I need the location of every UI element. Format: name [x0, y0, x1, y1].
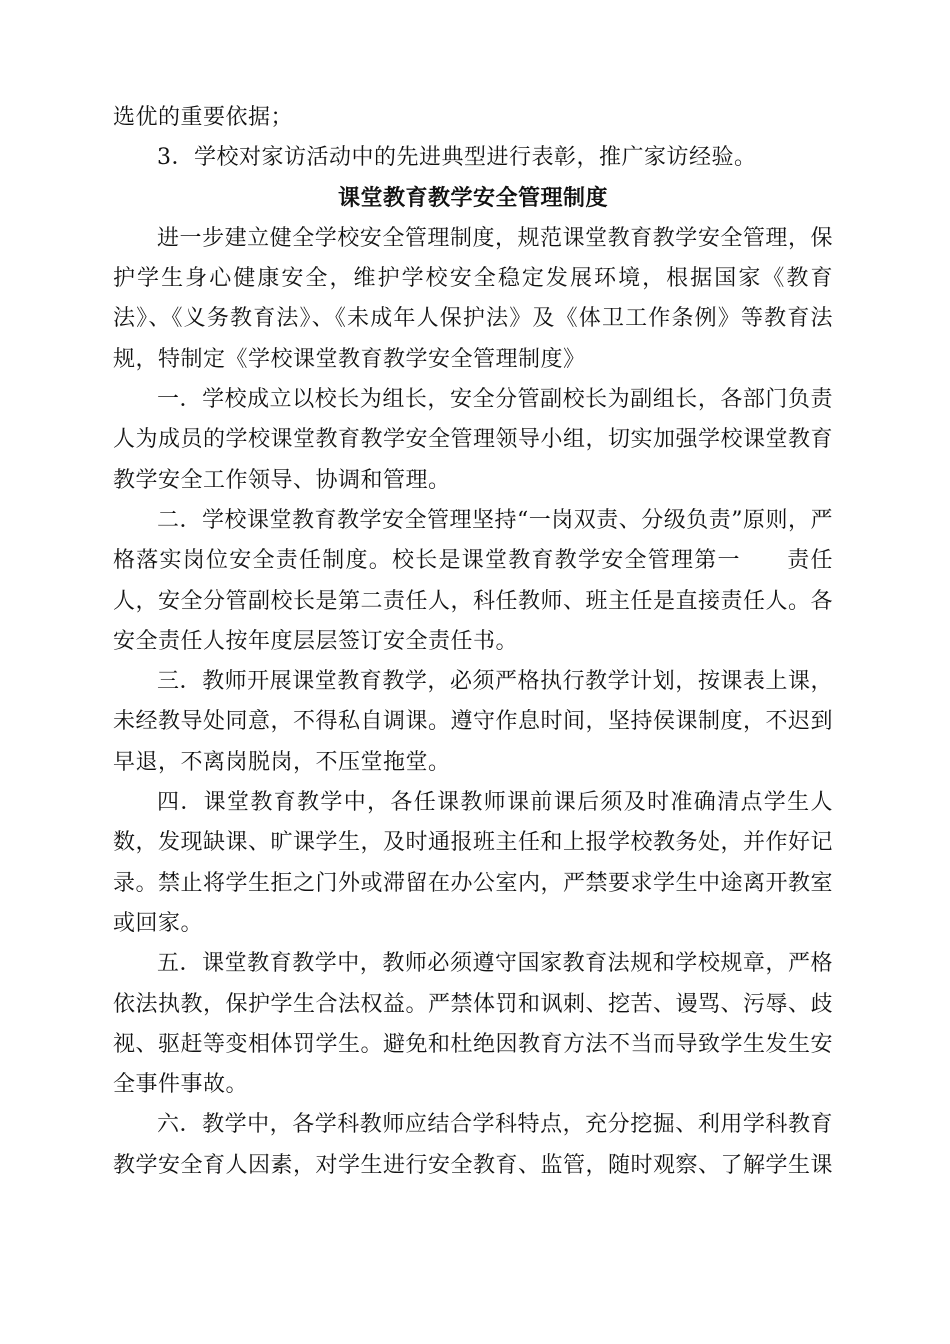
- rule-item-5: 五．课堂教育教学中，教师必须遵守国家教育法规和学校规章，严格依法执教，保护学生合法权益。严禁体罚和讽刺、挖苦、谩骂、污辱、歧视、驱赶等变相体罚学生。避免和杜绝因教育方法不当而导致学生发生安全事件事故。: [113, 951, 834, 1098]
- section-title: 课堂教育教学安全管理制度: [337, 185, 608, 211]
- document-body: [113, 98, 833, 1186]
- rule-item-6: 六．教学中，各学科教师应结合学科特点，充分挖掘、利用学科教育教学安全育人因素，对学生进行安全教育、监管，随时观察、了解学生课: [113, 1112, 834, 1178]
- rule-item-1: 一．学校成立以校长为组长，安全分管副校长为副组长，各部门负责人为成员的学校课堂教育教学安全管理领导小组，切实加强学校课堂教育教学安全工作领导、协调和管理。: [113, 387, 834, 493]
- paragraph-item-3: 3．学校对家访活动中的先进典型进行表彰，推广家访经验。: [157, 145, 757, 171]
- section-preamble: 进一步建立健全学校安全管理制度，规范课堂教育教学安全管理，保护学生身心健康安全，维护学校安全稳定发展环境，根据国家《教育法》、《义务教育法》、《未成年人保护法》及《体卫工作条例》等教育法规，特制定《学校课堂教育教学安全管理制度》: [113, 225, 833, 372]
- continuation-line: 选优的重要依据；: [113, 105, 294, 130]
- rule-item-4: 四．课堂教育教学中，各任课教师课前课后须及时准确清点学生人数，发现缺课、旷课学生，及时通报班主任和上报学校教务处，并作好记录。禁止将学生拒之门外或滞留在办公室内，严禁要求学生中途离开教室或回家。: [113, 790, 834, 936]
- rule-item-2: 二．学校课堂教育教学安全管理坚持“一岗双责、分级负责”原则，严格落实岗位安全责任制度。校长是课堂教育教学安全管理第一 责任人，安全分管副校长是第二责任人，科任教师、班主任是直接责任人。各安全责任人按年度层层签订安全责任书。: [113, 507, 834, 654]
- rule-item-3: 三．教师开展课堂教育教学，必须严格执行教学计划，按课表上课，未经教导处同意，不得私自调课。遵守作息时间，坚持侯课制度，不迟到早退，不离岗脱岗，不压堂拖堂。: [113, 669, 834, 775]
